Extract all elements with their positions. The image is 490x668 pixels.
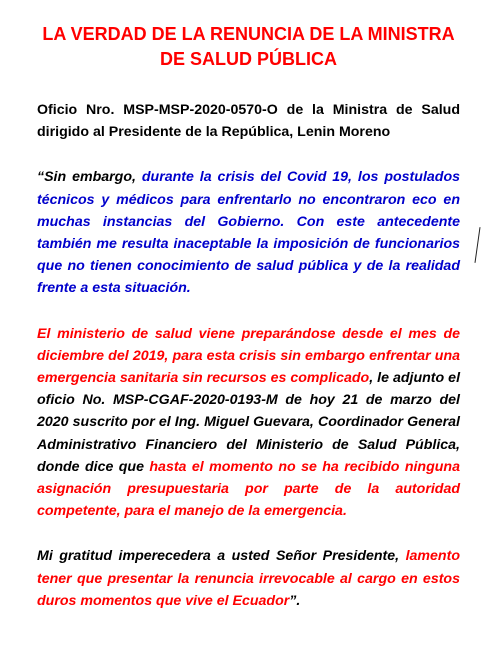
ministry-red-text-2: hasta el momento no se ha recibido ninguna asignación presupuestaria por parte de la autoridad competente, para el manejo de la emergencia. [37,458,460,520]
closing-end: ”. [289,592,301,609]
closing-black-text: Mi gratitud imperecedera a usted Señor Presidente, [37,548,406,565]
ministry-black-text: , le adjunto el oficio No. MSP-CGAF-2020-0193-M de hoy 21 de marzo del 2020 suscrito por el Ing. Miguel Guevara, Coordinador General Administrativo Financiero del Ministerio de Salud Pública, donde dice que [37,370,461,475]
quote-blue-text: durante la crisis del Covid 19, los postulados técnicos y médicos para enfrentarlo no encontraron eco en muchas instancias del Gobierno. Con este antecedente también me resulta inaceptable la imposición de funcionarios que no tienen conocimiento de salud pública y de la realidad frente a esta situación. [37,169,461,297]
quote-paragraph [37,166,460,299]
closing-red-text: lamento tener que presentar la renuncia irrevocable al cargo en estos duros momentos que vive el Ecuador [37,548,460,609]
title-line-1: LA VERDAD DE LA RENUNCIA DE LA MINISTRA [42,24,455,44]
closing-paragraph [37,545,460,612]
ministry-paragraph [37,323,460,523]
ministry-red-text-1: El ministerio de salud viene preparándose desde el mes de diciembre del 2019, para esta crisis sin embargo enfrentar una emergencia sanitaria sin recursos es complicado [37,325,460,387]
document-title [37,22,460,72]
quote-opening: “Sin embargo, [37,169,142,186]
intro-text: Oficio Nro. MSP-MSP-2020-0570-O de la Ministra de Salud dirigido al Presidente de la República, Lenin Moreno [37,102,460,141]
intro-paragraph [37,99,460,143]
title-line-2: DE SALUD PÚBLICA [159,49,337,69]
